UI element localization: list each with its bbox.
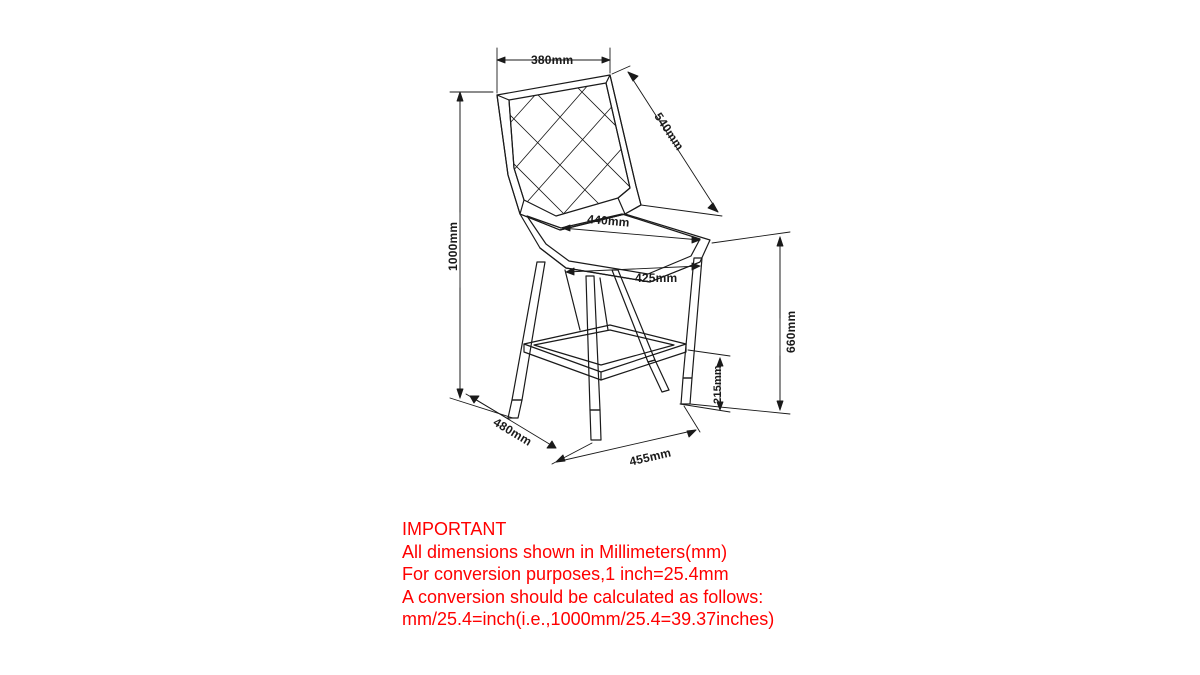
seat-support-rod-2 — [600, 278, 608, 330]
dimension-label-215: 215mm — [712, 365, 724, 404]
leg-rear-left-lower — [648, 360, 669, 392]
seat-support-rod-1 — [565, 270, 580, 330]
notes-title: IMPORTANT — [402, 519, 507, 539]
chair-back-right-edge — [606, 75, 641, 214]
dimension-lines — [450, 48, 790, 464]
diamond-tufting-pattern — [450, 30, 720, 325]
dimension-label-660: 660mm — [784, 310, 798, 353]
ext-line-540-top — [612, 66, 630, 74]
chair-back-side-wing — [497, 95, 524, 214]
important-notes — [402, 518, 774, 631]
dimension-label-480: 480mm — [490, 415, 535, 449]
dimension-label-380: 380mm — [531, 53, 574, 67]
leg-front-center-foot — [590, 410, 601, 440]
dimension-label-455: 455mm — [628, 445, 673, 469]
ext-line-455-right — [684, 406, 700, 432]
leg-front-left-foot — [508, 400, 522, 418]
dimension-label-540: 540mm — [651, 110, 687, 153]
dimension-label-1000: 1000mm — [446, 221, 460, 271]
leg-rear-right — [683, 258, 702, 378]
chair-back-panel — [509, 83, 630, 216]
ext-line-1000-bottom — [450, 398, 513, 418]
notes-line-4: mm/25.4=inch(i.e.,1000mm/25.4=39.37inches) — [402, 609, 775, 629]
leg-rear-right-foot — [681, 378, 692, 404]
dim-line-440 — [562, 228, 700, 240]
ext-line-660-bottom — [690, 404, 790, 414]
leg-front-center — [586, 276, 600, 410]
notes-line-1: All dimensions shown in Millimeters(mm) — [402, 541, 728, 562]
notes-line-2: For conversion purposes,1 inch=25.4mm — [402, 564, 729, 584]
dim-line-455 — [556, 430, 696, 462]
dimension-label-440: 440mm — [586, 212, 631, 230]
dimension-label-425: 425mm — [635, 271, 678, 285]
notes-line-3: A conversion should be calculated as follows: — [402, 586, 764, 607]
leg-front-left — [512, 262, 545, 400]
